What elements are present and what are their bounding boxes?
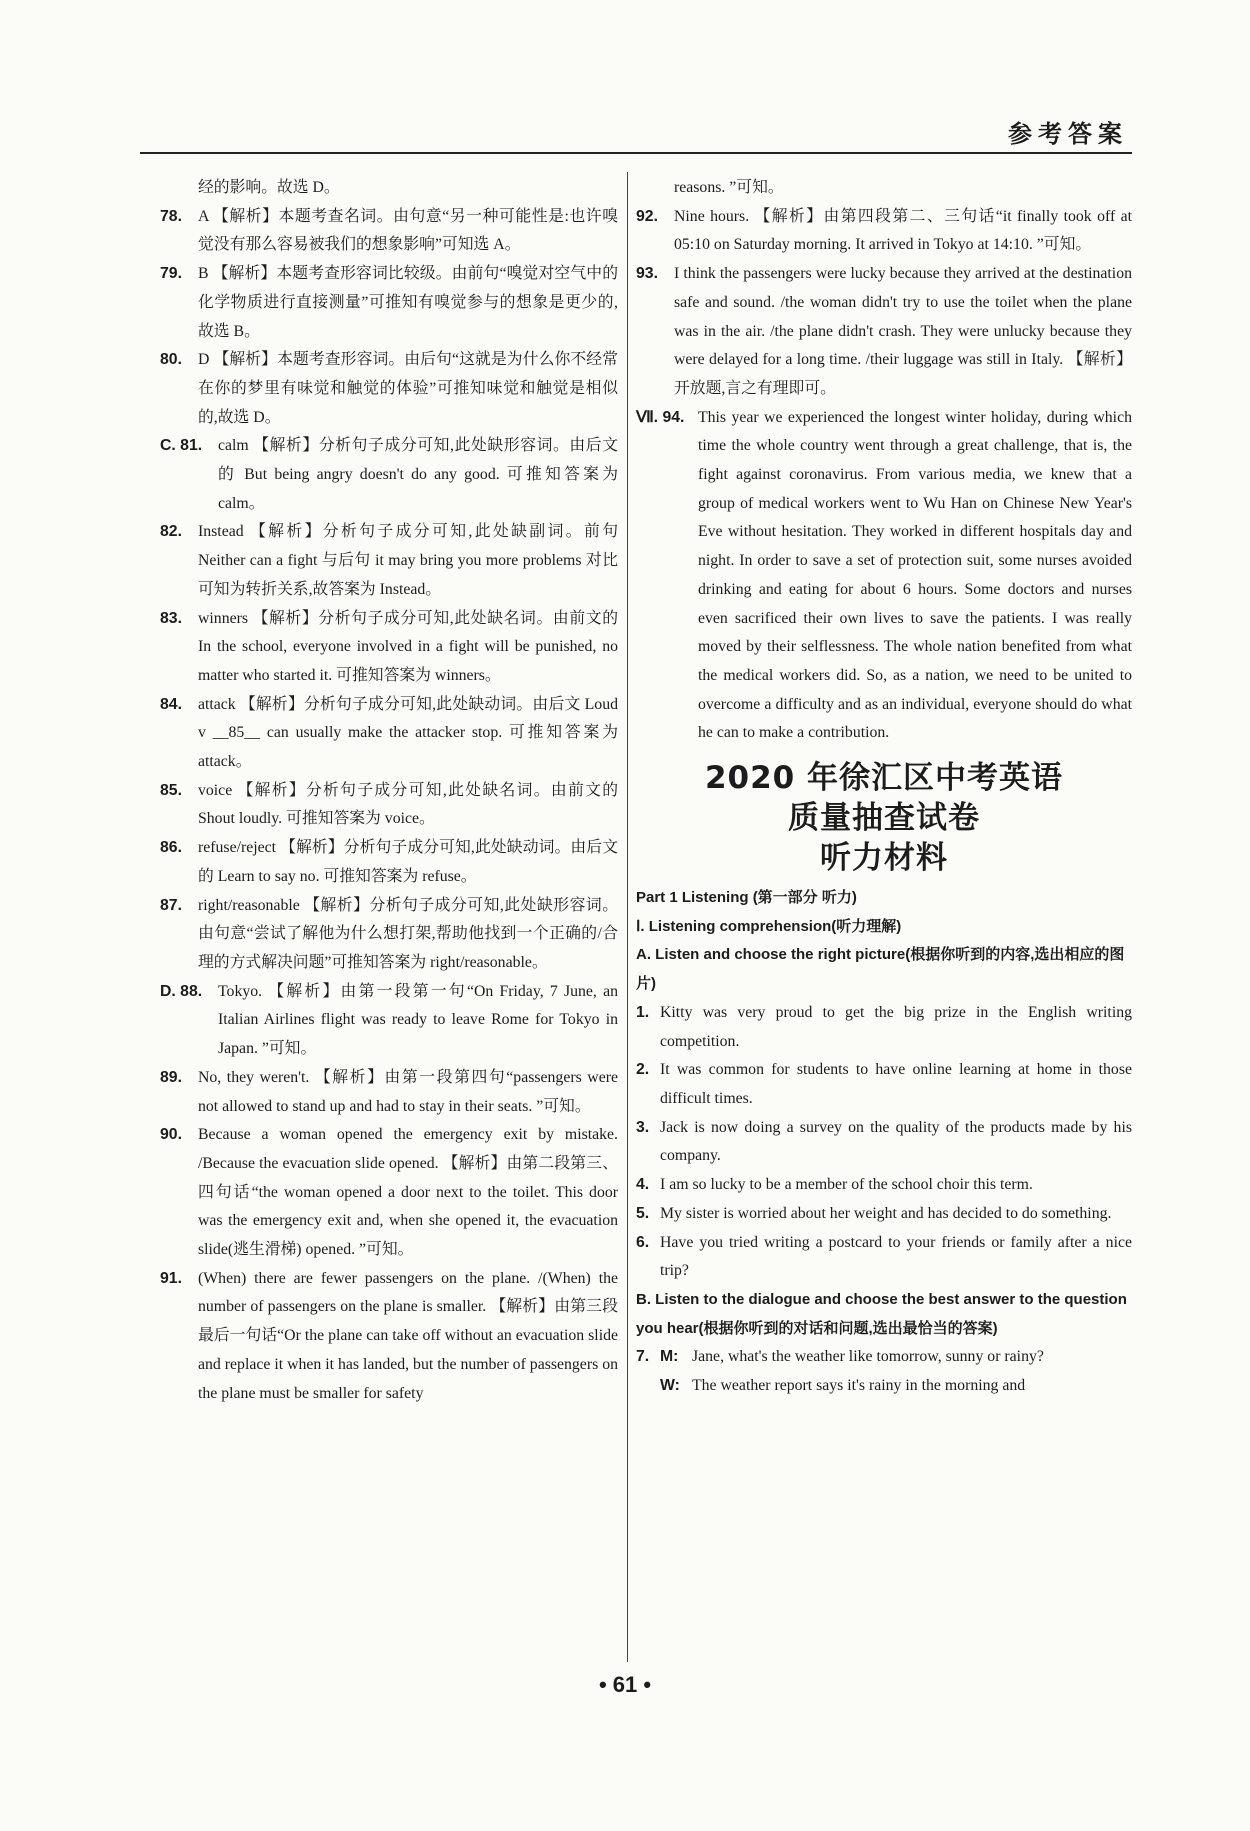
item-number: 87. [160,896,182,914]
listening-item-3 [636,1114,1132,1171]
item-number: 84. [160,695,182,713]
item-number: 1. [636,1003,650,1021]
item-number: 82. [160,523,182,541]
dialogue-line-2 [636,1372,1132,1401]
header-title: 参考答案 [1008,120,1128,148]
exam-title-line-1: 2020 年徐汇区中考英语 [704,760,1064,797]
item-number: 80. [160,351,182,369]
item-text: It was common for students to have online learning at home in those difficult times. [660,1061,1132,1107]
answer-80 [160,346,618,432]
item-text: I think the passengers were lucky because they arrived at the destination safe and sound. /the woman didn't try to use the toilet when the plane was in the air. /the plane didn't crash. They were unlucky because they were delayed for a long time. /their luggage was still in Italy. 【解析】开放题,言之有理即可。 [674,265,1132,397]
item-number: 3. [636,1118,650,1136]
speaker-label: W: [660,1377,680,1395]
item-text: calm 【解析】分析句子成分可知,此处缺形容词。由后文的 But being angry doesn't do any good. 可推知答案为 calm。 [218,437,618,512]
page-header [140,118,1132,154]
item-text: I am so lucky to be a member of the school choir this term. [660,1176,1033,1194]
item-number: 85. [160,781,182,799]
listening-item-5 [636,1200,1132,1229]
item-number: 2. [636,1061,650,1079]
item-number: 90. [160,1126,182,1144]
item-number: D. 88. [160,982,203,1000]
item-number: Ⅶ. 94. [636,408,685,426]
listening-item-4 [636,1171,1132,1200]
item-text: D 【解析】本题考查形容词。由后句“这就是为什么你不经常在你的梦里有味觉和触觉的体验”可推知味觉和触觉是相似的,故选 D。 [198,351,618,426]
item-number: 5. [636,1204,650,1222]
item-text: Kitty was very proud to get the big prize in the English writing competition. [660,1003,1132,1050]
dialogue-line-1 [636,1343,1132,1372]
item-text: attack 【解析】分析句子成分可知,此处缺动词。由后文 Loud v __85__ can usually make the attacker stop. 可推知答案为 attack。 [198,695,618,771]
answer-85 [160,777,618,834]
answer-93 [636,260,1132,404]
item-number: 7. [636,1348,650,1366]
left-column [160,174,618,1408]
item-text: The weather report says it's rainy in the morning and [692,1377,1026,1395]
section-heading: Ⅰ. Listening comprehension(听力理解) [636,917,902,935]
answer-81 [160,432,618,518]
answer-83 [160,605,618,691]
item-text: My sister is worried about her weight and has decided to do something. [660,1204,1112,1222]
item-text: refuse/reject 【解析】分析句子成分可知,此处缺动词。由后文的 Learn to say no. 可推知答案为 refuse。 [198,839,618,885]
item-number: 79. [160,265,182,283]
part-heading: Part 1 Listening (第一部分 听力) [636,889,857,907]
answer-89 [160,1064,618,1121]
item-number: 93. [636,265,658,283]
item-number: 89. [160,1068,182,1086]
answer-86 [160,834,618,891]
item-text: Jack is now doing a survey on the quality of the products made by his company. [660,1118,1132,1165]
item-number: 6. [636,1233,650,1251]
answer-84 [160,691,618,777]
answer-87 [160,892,618,978]
item-number: 4. [636,1176,650,1194]
item-text: Instead 【解析】分析句子成分可知,此处缺副词。前句 Neither can a fight 与后句 it may bring you more problems 对比可知为转折关系,故答案为 Instead。 [198,523,618,598]
answer-92 [636,203,1132,260]
item-text: voice 【解析】分析句子成分可知,此处缺名词。由前文的 Shout loudly. 可推知答案为 voice。 [198,781,618,828]
column-divider [627,172,628,1662]
item-text: Have you tried writing a postcard to your friends or family after a nice trip? [660,1233,1132,1280]
item-text: winners 【解析】分析句子成分可知,此处缺名词。由前文的 In the school, everyone involved in a fight will be punished, no matter who started it. 可推知答案为 winners。 [198,609,618,684]
listening-item-6 [636,1229,1132,1286]
answer-90 [160,1121,618,1265]
answer-91 [160,1265,618,1409]
item-number: C. 81. [160,437,203,455]
listening-item-2 [636,1056,1132,1113]
subsection-b-heading: B. Listen to the dialogue and choose the best answer to the question you hear(根据你听到的对话和问题,选出最恰当的答案) [636,1290,1127,1337]
speaker-label: M: [660,1348,679,1366]
subsection-a-heading: A. Listen and choose the right picture(根据你听到的内容,选出相应的图片) [636,946,1125,993]
listening-item-1 [636,999,1132,1056]
item-number: 78. [160,207,182,225]
answer-94 [636,404,1132,748]
item-text: Nine hours. 【解析】由第四段第二、三句话“it finally took off at 05:10 on Saturday morning. It arrived in Tokyo at 14:10. ”可知。 [674,207,1132,254]
exam-title-line-3: 听力材料 [820,840,948,877]
exam-title-line-2: 质量抽查试卷 [788,800,980,837]
item-text: Tokyo. 【解析】由第一段第一句“On Friday, 7 June, an Italian Airlines flight was ready to leave Rome for Tokyo in Japan. ”可知。 [218,982,618,1058]
right-column [636,174,1132,1401]
right-intro: reasons. ”可知。 [674,179,784,196]
item-number: 91. [160,1269,182,1287]
item-number [636,1372,660,1401]
item-text: No, they weren't. 【解析】由第一段第四句“passengers were not allowed to stand up and had to stay in their seats. ”可知。 [198,1068,618,1115]
item-number: 86. [160,839,182,857]
item-text: Because a woman opened the emergency exit by mistake. /Because the evacuation slide opened. 【解析】由第二段第三、四句话“the woman opened a door next to the toilet. This door was the emergency exit and, when she opened it, the evacuation slide(逃生滑梯) opened. ”可知。 [198,1126,618,1259]
item-text: B 【解析】本题考查形容词比较级。由前句“嗅觉对空气中的化学物质进行直接测量”可推知有嗅觉参与的想象是更少的,故选 B。 [198,265,618,340]
item-text: (When) there are fewer passengers on the plane. /(When) the number of passengers on the plane is smaller. 【解析】由第三段最后一句话“Or the plane can take off without an evacuation slide and replace it when it has landed, but the number of passengers on the plane must be smaller for safety [198,1269,618,1402]
item-number: 83. [160,609,182,627]
answer-82 [160,518,618,604]
item-text: Jane, what's the weather like tomorrow, sunny or rainy? [692,1348,1044,1366]
item-text: A 【解析】本题考查名词。由句意“另一种可能性是:也许嗅觉没有那么容易被我们的想象影响”可知选 A。 [198,207,618,254]
item-text: This year we experienced the longest winter holiday, during which time the whole country went through a great challenge, that is, the fight against coronavirus. From various media, we knew that a group of medical workers went to Wu Han on Chinese New Year's Eve without hesitation. They worked in different hospitals day and night. In order to save a set of protection suit, some nurses avoided drinking and eating for about 6 hours. Some doctors and nurses even sacrificed their own lives to save the patients. I was really moved by their selflessness. The whole nation benefited from what the medical workers did. So, as a nation, we need to be united to overcome a difficulty and as an individual, everyone should do what he can to make a contribution. [698,408,1132,742]
item-number: 92. [636,207,658,225]
left-intro: 经的影响。故选 D。 [198,179,340,196]
item-text: right/reasonable 【解析】分析句子成分可知,此处缺形容词。由句意“尝试了解他为什么想打架,帮助他找到一个正确的/合理的方式解决问题”可推知答案为 right/reasonable。 [198,896,618,971]
page-number: • 61 • [598,1672,652,1697]
answer-79 [160,260,618,346]
answer-78 [160,203,618,260]
answer-88 [160,978,618,1064]
